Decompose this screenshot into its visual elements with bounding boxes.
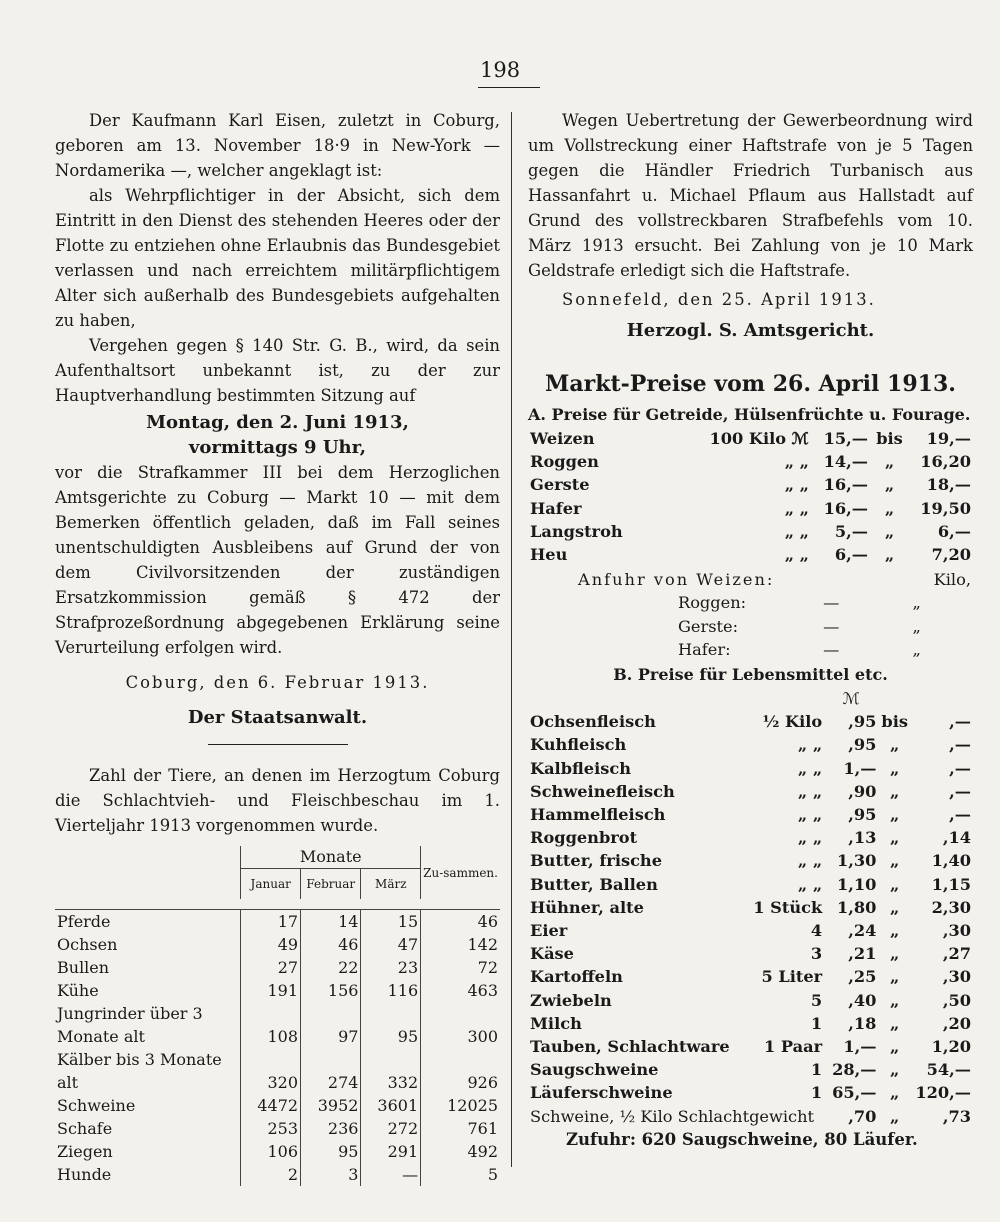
grain-qty: „ „ xyxy=(784,498,809,518)
food-sep: „ xyxy=(890,1060,900,1080)
food-price-high: ,— xyxy=(949,735,971,755)
food-price-high: ,50 xyxy=(942,990,971,1010)
table-row xyxy=(528,757,973,780)
table-row xyxy=(528,1058,973,1081)
food-price-high: 1,15 xyxy=(931,874,971,894)
table-row xyxy=(528,919,973,942)
count-mar: 291 xyxy=(361,1140,421,1163)
table-row xyxy=(528,965,973,988)
grain-price-low: 5,— xyxy=(834,521,868,541)
food-price-high: ,— xyxy=(949,805,971,825)
food-price-low: ,13 xyxy=(848,828,877,848)
table-row xyxy=(528,849,973,872)
table-row xyxy=(528,473,973,496)
table-row xyxy=(528,710,973,733)
food-sep: „ xyxy=(890,967,900,987)
count-sum: 142 xyxy=(421,933,500,956)
food-sep: „ xyxy=(890,990,900,1010)
food-sep: „ xyxy=(890,851,900,871)
table-row xyxy=(528,427,973,450)
column-divider xyxy=(511,112,512,1167)
market-title: Markt-Preise vom 26. April 1913. xyxy=(545,371,956,397)
grain-price-low: 14,— xyxy=(823,452,868,472)
mar-header: März xyxy=(361,869,421,900)
table-row xyxy=(528,450,973,473)
summons-paragraph-1: Der Kaufmann Karl Eisen, zuletzt in Coburg, geboren am 13. November 18·9 in New-York — Nordamerika —, welcher angeklagt ist: xyxy=(55,111,500,180)
grain-qty: 100 Kilo ℳ xyxy=(709,429,809,448)
count-feb: 236 xyxy=(301,1117,361,1140)
food-price-high: 54,— xyxy=(926,1060,971,1080)
grain-prices-table xyxy=(528,427,973,566)
food-item: Roggenbrot xyxy=(530,828,638,848)
food-item: Butter, Ballen xyxy=(530,874,658,894)
count-feb: 97 xyxy=(301,1002,361,1048)
section-b-heading: B. Preise für Lebensmittel etc. xyxy=(613,665,888,685)
supply-value: — xyxy=(823,639,840,659)
supply-item: Roggen: xyxy=(678,593,747,613)
food-price-low: ,70 xyxy=(848,1106,877,1126)
animal-label: Hunde xyxy=(57,1165,112,1184)
food-qty: „ „ xyxy=(797,828,823,848)
summons-paragraph-2: als Wehrpflichtiger in der Absicht, sich dem Eintritt in den Dienst des stehenden Heeres oder der Flotte zu entziehen ohne Erlaubnis das Bundesgebiet verlassen und nach erreichtem militärpflichtigem Alter sich außerhalb des Bundesgebiets aufgehalten zu haben, xyxy=(55,186,500,330)
count-sum: 72 xyxy=(421,956,500,979)
food-price-high: 1,20 xyxy=(931,1037,971,1057)
food-price-high: 1,40 xyxy=(931,851,971,871)
left-column xyxy=(55,108,500,1186)
count-sum: 492 xyxy=(421,1140,500,1163)
food-price-low: ,95 xyxy=(848,735,877,755)
grain-item: Hafer xyxy=(530,498,582,518)
table-row xyxy=(55,1163,500,1186)
count-jan: 27 xyxy=(241,956,301,979)
table-row xyxy=(528,989,973,1012)
food-item: Milch xyxy=(530,1013,582,1033)
grain-item: Langstroh xyxy=(530,521,623,541)
food-price-low: 65,— xyxy=(832,1083,877,1103)
count-mar: 272 xyxy=(361,1117,421,1140)
grain-rows xyxy=(528,427,973,566)
food-qty: 1 xyxy=(810,1013,823,1033)
food-sep: „ xyxy=(890,828,900,848)
food-item: Tauben, Schlachtware xyxy=(530,1037,730,1057)
grain-price-high: 16,20 xyxy=(920,452,971,472)
grain-sep: „ xyxy=(884,545,895,565)
food-price-high: ,30 xyxy=(942,967,971,987)
animal-label: Schafe xyxy=(57,1119,113,1138)
food-price-low: ,95 xyxy=(848,712,877,732)
food-qty: 4 xyxy=(810,921,823,941)
food-price-high: ,— xyxy=(949,712,971,732)
grain-price-high: 6,— xyxy=(937,521,971,541)
food-qty: „ „ xyxy=(797,805,823,825)
grain-sep: „ xyxy=(884,521,895,541)
food-price-low: 1,10 xyxy=(837,874,877,894)
grain-item: Gerste xyxy=(530,475,590,495)
animal-stats-rows xyxy=(55,910,500,1187)
grain-price-low: 15,— xyxy=(823,429,868,448)
count-jan: 106 xyxy=(241,1140,301,1163)
hearing-time: vormittags 9 Uhr, xyxy=(188,437,367,458)
page-number-rule xyxy=(478,87,540,88)
table-row xyxy=(55,910,500,934)
supply-unit: Kilo, xyxy=(933,570,971,590)
count-jan: 320 xyxy=(241,1048,301,1094)
count-mar: 47 xyxy=(361,933,421,956)
count-feb: 3 xyxy=(301,1163,361,1186)
food-price-high: ,20 xyxy=(942,1013,971,1033)
supply-table xyxy=(528,568,973,661)
table-header-group xyxy=(55,846,500,869)
table-row xyxy=(55,979,500,1002)
food-price-high: ,— xyxy=(949,781,971,801)
grain-sep: „ xyxy=(884,475,895,495)
table-row xyxy=(528,638,973,661)
count-mar: 332 xyxy=(361,1048,421,1094)
count-jan: 253 xyxy=(241,1117,301,1140)
food-item: Läuferschweine xyxy=(530,1083,673,1103)
food-sep: „ xyxy=(890,944,900,964)
table-row xyxy=(528,896,973,919)
grain-sep: „ xyxy=(884,452,895,472)
food-price-low: 28,— xyxy=(832,1060,877,1080)
count-sum: 12025 xyxy=(421,1094,500,1117)
food-qty: 1 Stück xyxy=(753,897,823,917)
food-qty: „ „ xyxy=(797,735,823,755)
table-row xyxy=(528,1105,973,1128)
grain-sep: „ xyxy=(884,498,895,518)
food-price-low: ,21 xyxy=(848,944,877,964)
grain-qty: „ „ xyxy=(784,521,809,541)
count-sum: 300 xyxy=(421,1002,500,1048)
food-qty: „ „ xyxy=(797,874,823,894)
food-qty: 5 Liter xyxy=(761,967,823,987)
food-sep: „ xyxy=(890,921,900,941)
page-number: 198 xyxy=(480,58,521,82)
grain-price-low: 16,— xyxy=(823,475,868,495)
food-price-low: 1,30 xyxy=(837,851,877,871)
count-mar: 23 xyxy=(361,956,421,979)
food-item: Zwiebeln xyxy=(530,990,612,1010)
food-sep: „ xyxy=(890,897,900,917)
food-sep: „ xyxy=(890,1037,900,1057)
grain-price-low: 16,— xyxy=(823,498,868,518)
grain-item: Weizen xyxy=(530,429,595,448)
food-price-high: ,27 xyxy=(942,944,971,964)
count-mar: 95 xyxy=(361,1002,421,1048)
table-row xyxy=(55,956,500,979)
count-feb: 156 xyxy=(301,979,361,1002)
food-price-low: 1,— xyxy=(843,758,877,778)
animal-label: Kühe xyxy=(57,981,99,1000)
summons-paragraph-3: Vergehen gegen § 140 Str. G. B., wird, da sein Aufenthaltsort unbekannt ist, zu der zur Hauptverhandlung bestimmten Sitzung auf xyxy=(55,336,500,405)
food-item: Butter, frische xyxy=(530,851,663,871)
food-price-low: ,40 xyxy=(848,990,877,1010)
table-row xyxy=(528,873,973,896)
food-sep: „ xyxy=(890,758,900,778)
table-row xyxy=(528,497,973,520)
count-sum: 5 xyxy=(421,1163,500,1186)
food-price-low: ,18 xyxy=(848,1013,877,1033)
animal-label: Bullen xyxy=(57,958,110,977)
food-price-low: ,95 xyxy=(848,805,877,825)
table-row xyxy=(55,1048,500,1094)
right-signature: Herzogl. S. Amtsgericht. xyxy=(626,320,875,341)
food-item: Schweine, ½ Kilo Schlachtgewicht xyxy=(530,1106,815,1126)
left-signature: Der Staatsanwalt. xyxy=(187,707,368,728)
count-jan: 49 xyxy=(241,933,301,956)
count-sum: 926 xyxy=(421,1048,500,1094)
food-item: Käse xyxy=(530,944,574,964)
supply-unit-mark: „ xyxy=(912,639,921,659)
table-row xyxy=(55,1140,500,1163)
animal-label: Schweine xyxy=(57,1096,136,1115)
grain-qty: „ „ xyxy=(784,475,809,495)
grain-item: Roggen xyxy=(530,452,599,472)
food-sep: „ xyxy=(890,781,900,801)
food-price-low: ,90 xyxy=(848,781,877,801)
table-row xyxy=(528,803,973,826)
food-sep: „ xyxy=(890,805,900,825)
animal-label: Jungrinder über 3 Monate alt xyxy=(57,1004,203,1046)
hearing-date: Montag, den 2. Juni 1913, xyxy=(146,412,409,433)
food-item: Ochsenfleisch xyxy=(530,712,656,732)
count-feb: 22 xyxy=(301,956,361,979)
food-item: Kuhfleisch xyxy=(530,735,627,755)
table-row xyxy=(528,1081,973,1104)
count-sum: 463 xyxy=(421,979,500,1002)
count-mar: 3601 xyxy=(361,1094,421,1117)
food-qty: ½ Kilo xyxy=(762,712,823,732)
table-row xyxy=(528,1035,973,1058)
grain-price-high: 19,— xyxy=(926,429,971,448)
table-row xyxy=(528,780,973,803)
table-row xyxy=(55,1002,500,1048)
food-qty: 1 xyxy=(810,1060,823,1080)
food-item: Kartoffeln xyxy=(530,967,623,987)
animal-label: Kälber bis 3 Monate alt xyxy=(57,1050,222,1092)
count-feb: 274 xyxy=(301,1048,361,1094)
food-qty: „ „ xyxy=(797,781,823,801)
food-price-high: ,— xyxy=(949,758,971,778)
grain-sep: bis xyxy=(876,429,903,448)
section-rule xyxy=(208,744,348,745)
grain-price-high: 18,— xyxy=(926,475,971,495)
count-mar: 116 xyxy=(361,979,421,1002)
food-price-high: ,30 xyxy=(942,921,971,941)
currency-symbol: ℳ xyxy=(842,689,860,709)
food-price-high: ,14 xyxy=(942,828,971,848)
jan-header: Januar xyxy=(241,869,301,900)
months-header: Monate xyxy=(241,846,421,869)
supply-rows xyxy=(528,591,973,661)
count-feb: 14 xyxy=(301,910,361,934)
grain-price-high: 7,20 xyxy=(931,545,971,565)
count-feb: 95 xyxy=(301,1140,361,1163)
grain-price-high: 19,50 xyxy=(920,498,971,518)
grain-item: Heu xyxy=(530,545,568,565)
food-qty: 3 xyxy=(810,944,823,964)
count-jan: 17 xyxy=(241,910,301,934)
grain-qty: „ „ xyxy=(784,452,809,472)
food-item: Saugschweine xyxy=(530,1060,659,1080)
supply-item: Hafer: xyxy=(678,639,731,659)
count-jan: 2 xyxy=(241,1163,301,1186)
food-qty: „ „ xyxy=(797,851,823,871)
food-sep: „ xyxy=(890,1083,900,1103)
grain-qty: „ „ xyxy=(784,545,809,565)
food-price-low: 1,80 xyxy=(837,897,877,917)
count-jan: 108 xyxy=(241,1002,301,1048)
food-price-low: ,24 xyxy=(848,921,877,941)
count-feb: 3952 xyxy=(301,1094,361,1117)
count-sum: 761 xyxy=(421,1117,500,1140)
food-qty: 1 xyxy=(810,1083,823,1103)
count-mar: — xyxy=(361,1163,421,1186)
supply-total: Zufuhr: 620 Saugschweine, 80 Läufer. xyxy=(566,1129,918,1149)
supply-item: Gerste: xyxy=(678,616,739,636)
animal-label: Ochsen xyxy=(57,935,118,954)
feb-header: Februar xyxy=(301,869,361,900)
right-place-date: Sonnefeld, den 25. April 1913. xyxy=(562,290,876,309)
enforcement-notice: Wegen Uebertretung der Gewerbeordnung wird um Vollstreckung einer Haftstrafe von je 5 Tagen gegen die Händler Friedrich Turbanisch aus Hassanfahrt u. Michael Pflaum aus Hallstadt auf Grund des vollstreckbaren Strafbefehls vom 10. März 1913 ersucht. Bei Zahlung von je 10 Mark Geldstrafe erledigt sich die Haftstrafe. xyxy=(528,111,973,280)
summons-paragraph-4: vor die Strafkammer III bei dem Herzoglichen Amtsgerichte zu Coburg — Markt 10 — mit dem Bemerken öffentlich geladen, daß im Fall seines unentschuldigten Ausbleibens auf Grund der von dem Civilvorsitzenden der zuständigen Ersatzkommission gemäß § 472 der Strafprozeßordnung abgegebenen Erklärung seine Verurteilung erfolgen wird. xyxy=(55,463,500,657)
table-row xyxy=(528,520,973,543)
food-sep: „ xyxy=(890,1013,900,1033)
table-row xyxy=(528,543,973,566)
food-rows xyxy=(528,710,973,1128)
food-item: Hühner, alte xyxy=(530,897,644,917)
food-qty: 5 xyxy=(810,990,823,1010)
food-price-high: ,73 xyxy=(942,1106,971,1126)
table-row xyxy=(528,826,973,849)
animal-label: Pferde xyxy=(57,912,111,931)
count-mar: 15 xyxy=(361,910,421,934)
count-jan: 4472 xyxy=(241,1094,301,1117)
food-price-high: 120,— xyxy=(915,1083,971,1103)
food-item: Eier xyxy=(530,921,568,941)
food-prices-table xyxy=(528,687,973,1128)
count-sum: 46 xyxy=(421,910,500,934)
table-row xyxy=(528,733,973,756)
supply-value: — xyxy=(823,616,840,636)
table-row xyxy=(528,615,973,638)
food-item: Schweinefleisch xyxy=(530,781,675,801)
count-jan: 191 xyxy=(241,979,301,1002)
supply-unit-mark: „ xyxy=(912,593,921,613)
food-item: Kalbfleisch xyxy=(530,758,631,778)
food-sep: „ xyxy=(890,735,900,755)
table-row xyxy=(528,942,973,965)
table-row xyxy=(55,1094,500,1117)
animal-label: Ziegen xyxy=(57,1142,113,1161)
food-qty: „ „ xyxy=(797,758,823,778)
food-qty: 1 Paar xyxy=(764,1037,823,1057)
table-row xyxy=(528,1012,973,1035)
grain-price-low: 6,— xyxy=(834,545,868,565)
food-sep: „ xyxy=(890,1106,900,1126)
supply-title: Anfuhr von Weizen: xyxy=(578,570,775,590)
food-item: Hammelfleisch xyxy=(530,805,666,825)
supply-unit-mark: „ xyxy=(912,616,921,636)
food-price-high: 2,30 xyxy=(931,897,971,917)
table-row xyxy=(55,933,500,956)
count-feb: 46 xyxy=(301,933,361,956)
food-sep: „ xyxy=(890,874,900,894)
section-a-heading: A. Preise für Getreide, Hülsenfrüchte u. Fourage. xyxy=(528,405,971,424)
animal-stats-table xyxy=(55,846,500,1186)
table-row xyxy=(55,1117,500,1140)
food-sep: bis xyxy=(881,712,908,732)
stats-intro: Zahl der Tiere, an denen im Herzogtum Coburg die Schlachtvieh- und Fleischbeschau im 1. Vierteljahr 1913 vorgenommen wurde. xyxy=(55,766,500,835)
food-price-low: 1,— xyxy=(843,1037,877,1057)
table-row xyxy=(528,591,973,614)
supply-value: — xyxy=(823,593,840,613)
food-price-low: ,25 xyxy=(848,967,877,987)
supply-row xyxy=(528,568,973,591)
total-header: Zu-sammen. xyxy=(421,846,500,899)
right-column xyxy=(528,108,973,1152)
left-place-date: Coburg, den 6. Februar 1913. xyxy=(125,673,430,692)
